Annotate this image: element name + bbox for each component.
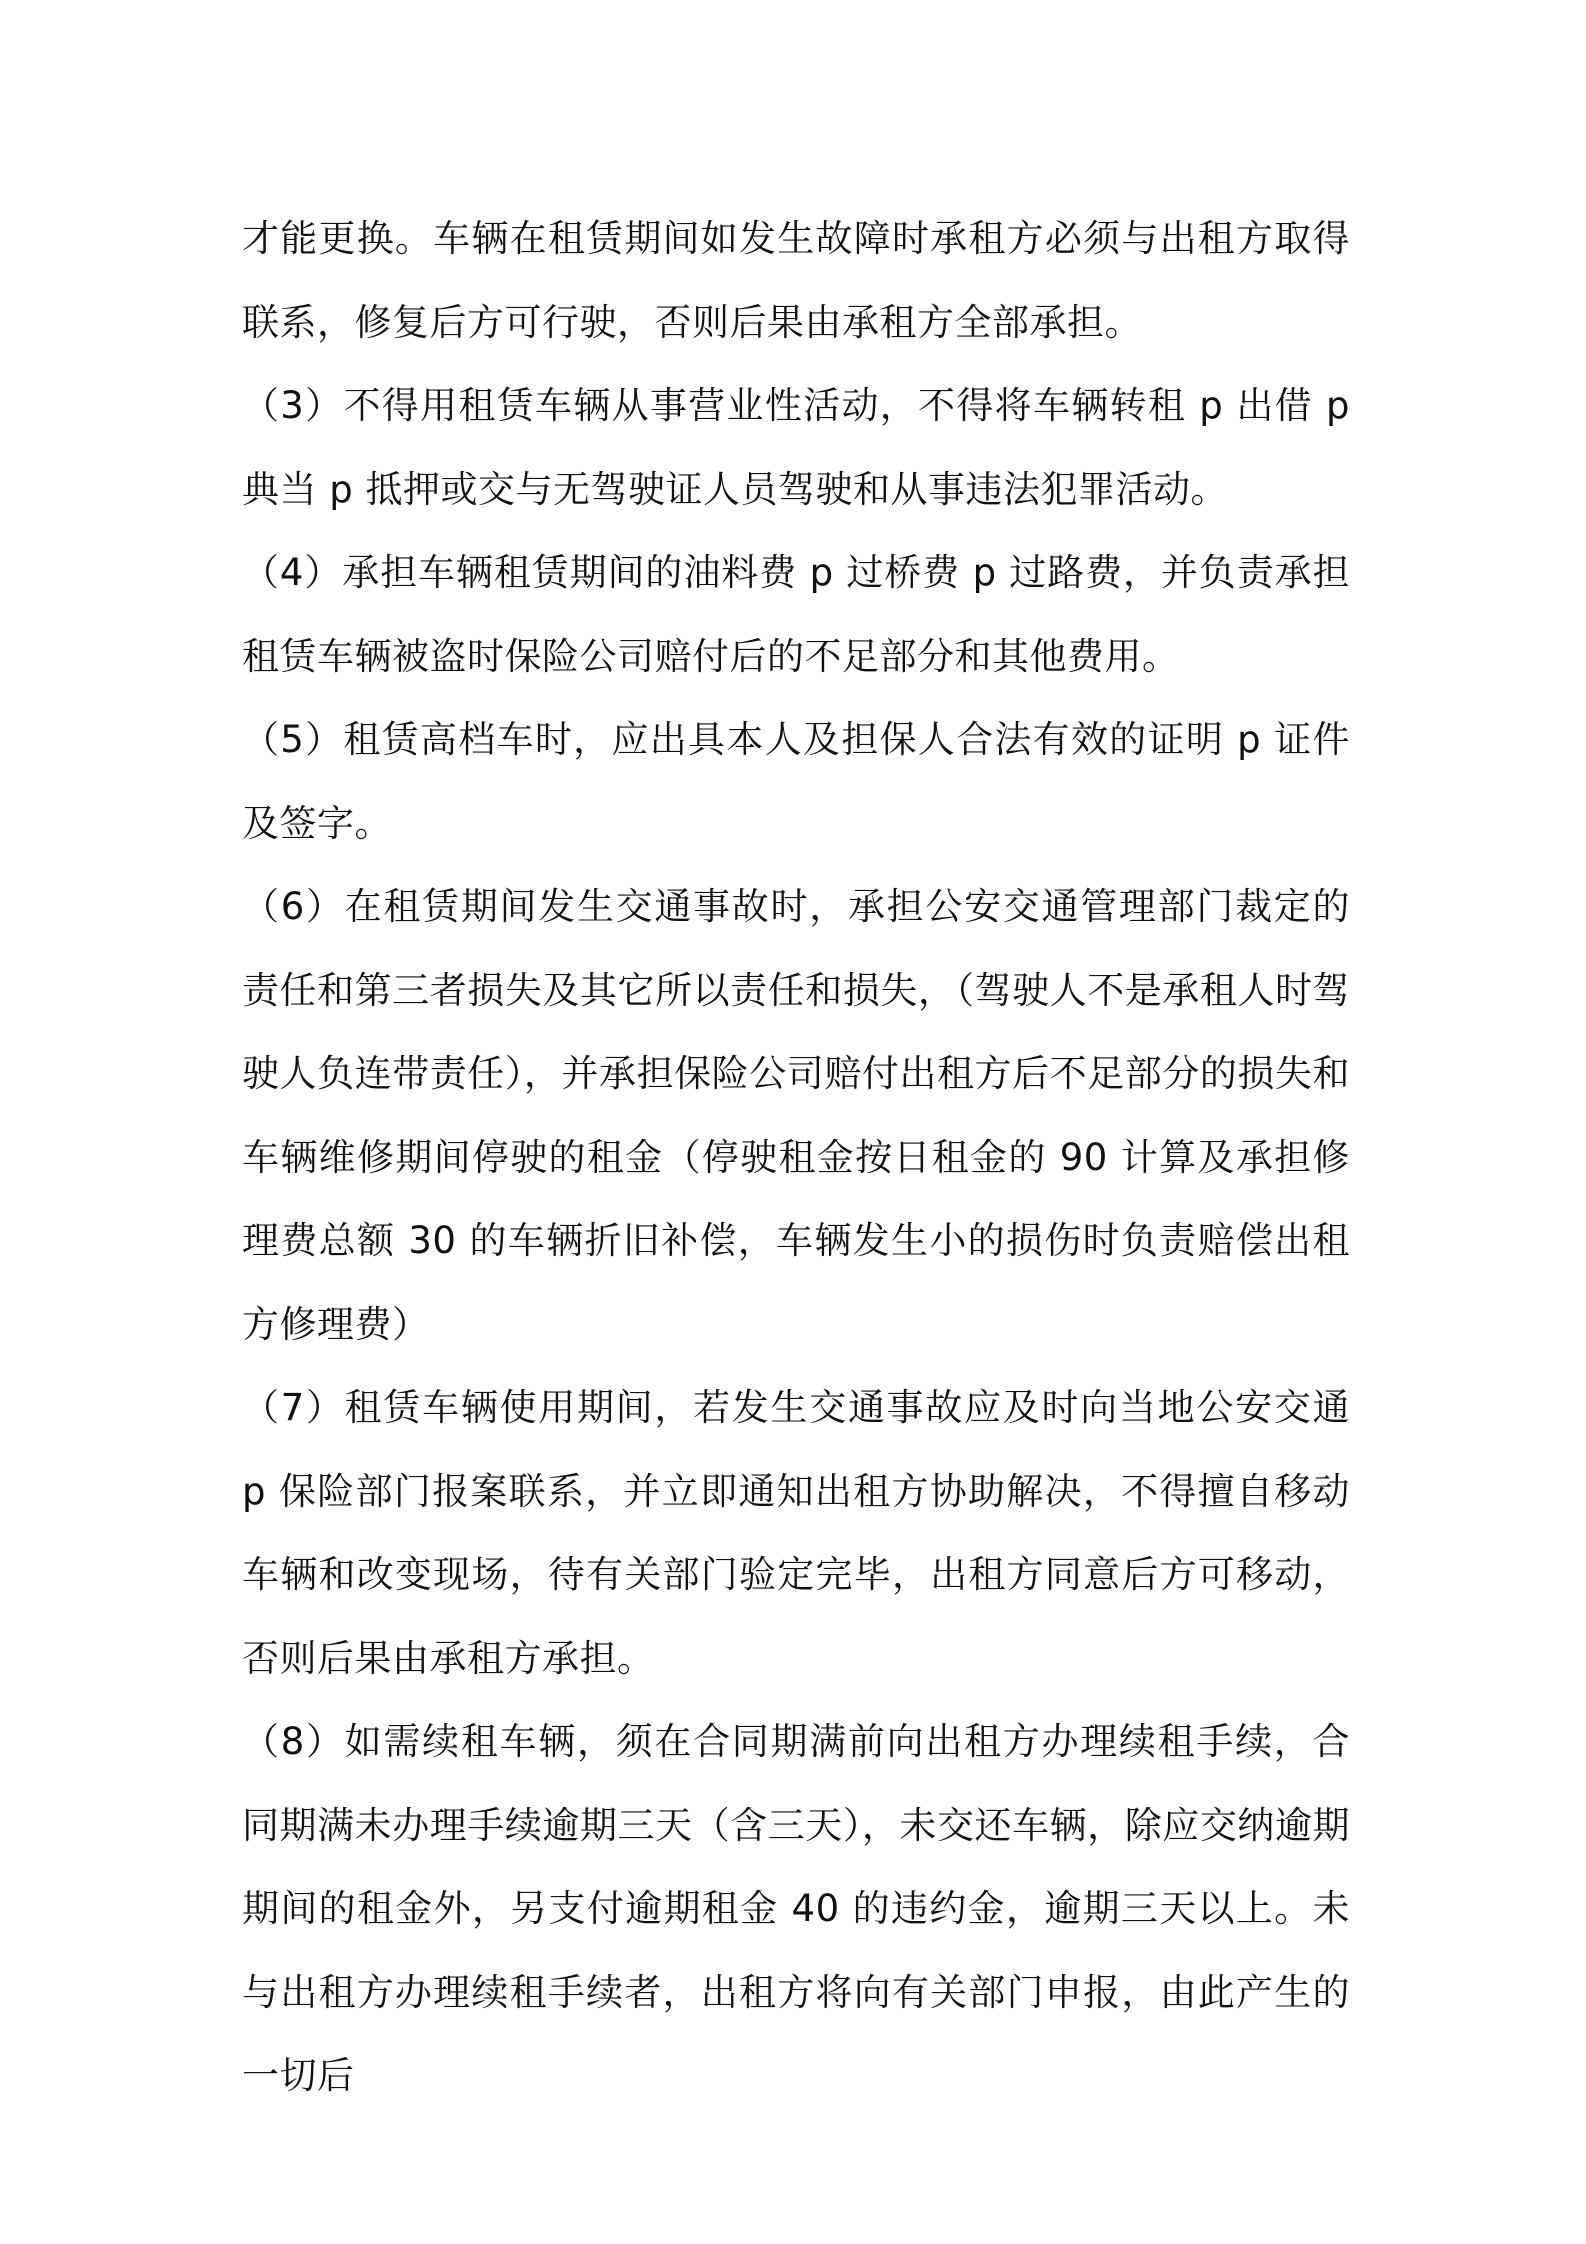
paragraph-clause-6: （6）在租赁期间发生交通事故时，承担公安交通管理部门裁定的责任和第三者损失及其它所以责任和损失，（驾驶人不是承租人时驾驶人负连带责任），并承担保险公司赔付出租方后不足部分的损失和车辆维修期间停驶的租金（停驶租金按日租金的 90 计算及承担修理费总额 30 的车辆折旧补偿，车辆发生小的损伤时负责赔偿出租方修理费）: [242, 885, 1350, 1346]
paragraph-clause-4: （4）承担车辆租赁期间的油料费 p 过桥费 p 过路费，并负责承担租赁车辆被盗时保险公司赔付后的不足部分和其他费用。: [242, 551, 1350, 678]
paragraph-clause-5: （5）租赁高档车时，应出具本人及担保人合法有效的证明 p 证件及签字。: [242, 718, 1350, 845]
document-body: [242, 197, 1350, 2118]
paragraph-clause-7: （7）租赁车辆使用期间，若发生交通事故应及时向当地公安交通 p 保险部门报案联系，并立即通知出租方协助解决，不得擅自移动车辆和改变现场，待有关部门验定完毕，出租方同意后方可移动，否则后果由承租方承担。: [242, 1386, 1350, 1680]
paragraph-clause-8: （8）如需续租车辆，须在合同期满前向出租方办理续租手续，合同期满未办理手续逾期三天（含三天），未交还车辆，除应交纳逾期期间的租金外，另支付逾期租金 40 的违约金，逾期三天以上。未与出租方办理续租手续者，出租方将向有关部门申报，由此产生的一切后: [242, 1720, 1350, 2097]
paragraph-clause-3: （3）不得用租赁车辆从事营业性活动，不得将车辆转租 p 出借 p 典当 p 抵押或交与无驾驶证人员驾驶和从事违法犯罪活动。: [242, 384, 1350, 511]
paragraph-continuation: 才能更换。车辆在租赁期间如发生故障时承租方必须与出租方取得联系，修复后方可行驶，否则后果由承租方全部承担。: [242, 217, 1350, 344]
